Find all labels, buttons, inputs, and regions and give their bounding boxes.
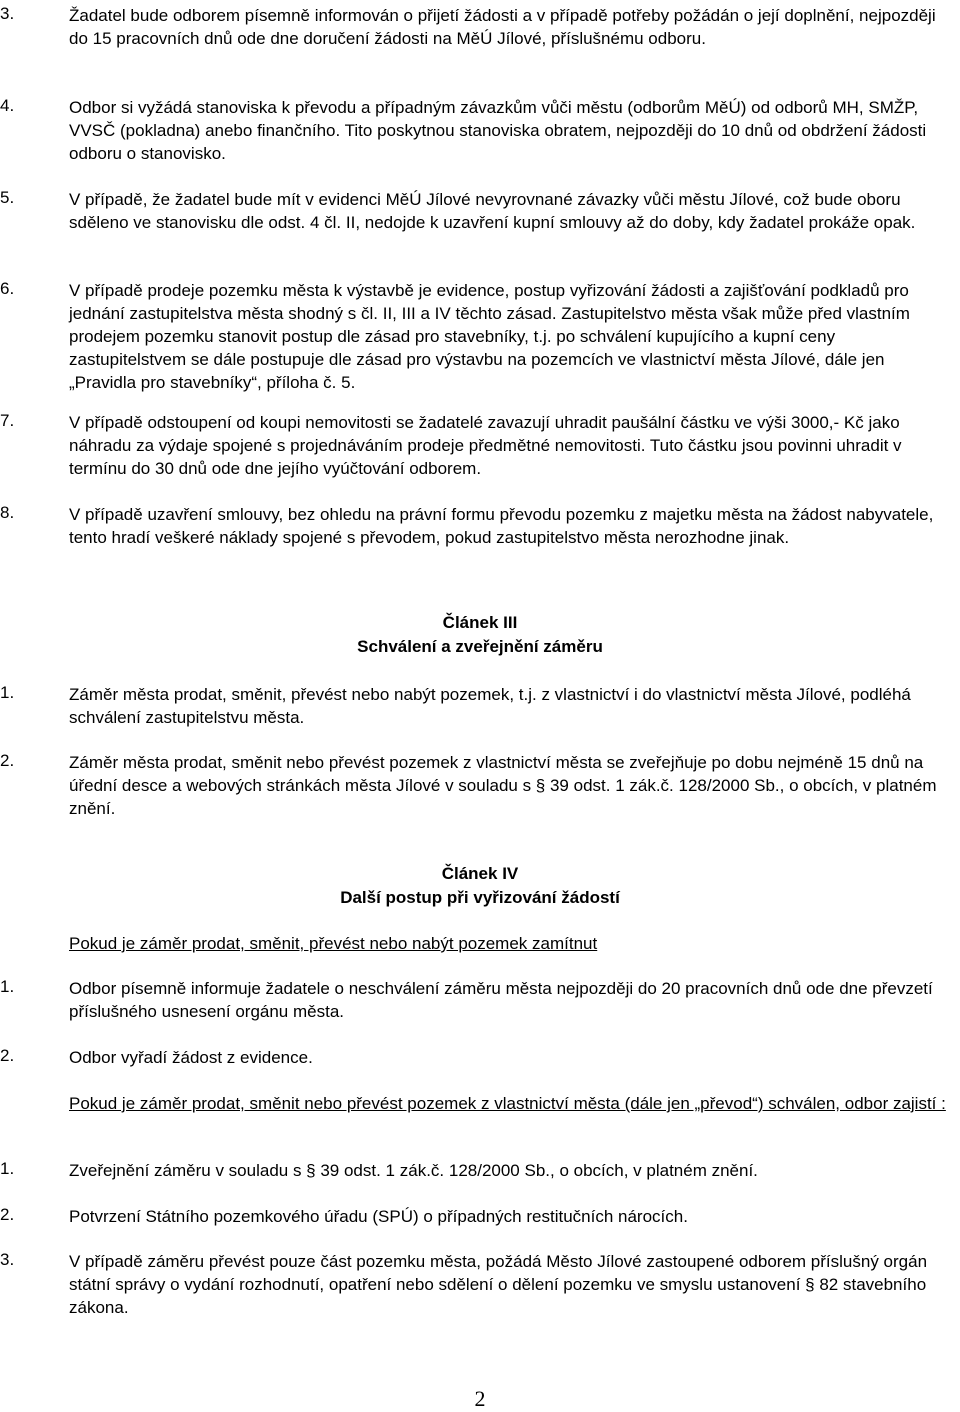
item-number: 1. [0, 683, 15, 702]
item-number: 5. [0, 188, 15, 207]
item-text: Zveřejnění záměru v souladu s § 39 odst. 1 zák.č. 128/2000 Sb., o obcích, v platném znění. [69, 1161, 758, 1180]
item-number: 2. [0, 751, 15, 770]
section-heading: Pokud je záměr prodat, směnit, převést nebo nabýt pozemek zamítnut [69, 934, 598, 953]
item-text: V případě odstoupení od koupi nemovitosti se žadatelé zavazují uhradit paušální částku ve výši 3000,- Kč jako náhradu za výdaje spojené s projednáváním prodeje předmětné nemovitosti. Tuto částku jsou povinni uhradit v termínu do 30 dnů ode dne jejího vyúčtování odborem. [69, 413, 902, 478]
article-subtitle: Další postup při vyřizování žádostí [340, 888, 620, 907]
list-item [0, 188, 960, 234]
article-subtitle: Schválení a zveřejnění záměru [357, 637, 603, 656]
item-text: Odbor písemně informuje žadatele o neschválení záměru města nejpozději do 20 pracovních dnů ode dne převzetí příslušného usnesení orgánu města. [69, 979, 933, 1021]
list-item [0, 977, 960, 1023]
item-text: V případě uzavření smlouvy, bez ohledu na právní formu převodu pozemku z majetku města na žádost nabyvatele, tento hradí veškeré náklady spojené s převodem, pokud zastupitelstvo města nerozhodne jinak. [69, 505, 934, 547]
item-number: 1. [0, 977, 15, 996]
list-item [0, 96, 960, 165]
item-text: V případě, že žadatel bude mít v evidenci MěÚ Jílové nevyrovnané závazky vůči městu Jílové, což bude oboru sděleno ve stanovisku dle odst. 4 čl. II, nedojde k uzavření kupní smlouvy až do doby, kdy žadatel prokáže opak. [69, 190, 916, 232]
article-title: Článek IV [441, 864, 519, 883]
page-number: 2 [474, 1386, 486, 1411]
item-text: Záměr města prodat, směnit nebo převést pozemek z vlastnictví města se zveřejňuje po dobu nejméně 15 dnů na úřední desce a webových stránkách města Jílové v souladu s § 39 odst. 1 zák.č. 128/2000 Sb., o obcích, v platném znění. [69, 753, 937, 818]
item-number: 2. [0, 1205, 15, 1224]
list-item [0, 1205, 960, 1228]
item-number: 2. [0, 1046, 15, 1065]
item-text: Odbor si vyžádá stanoviska k převodu a případným závazkům vůči městu (odborům MěÚ) od odborů MH, SMŽP, VVSČ (pokladna) anebo finančního. Tito poskytnou stanoviska obratem, nejpozději do 10 dnů od obdržení žádosti odboru o stanovisko. [69, 98, 927, 163]
list-item [0, 411, 960, 480]
list-item [0, 503, 960, 549]
item-number: 4. [0, 96, 15, 115]
item-number: 7. [0, 411, 15, 430]
list-item [0, 1046, 960, 1069]
item-text: V případě prodeje pozemku města k výstavbě je evidence, postup vyřizování žádosti a zajišťování podkladů pro jednání zastupitelstva města shodný s čl. II, III a IV těchto zásad. Zastupitelstvo města však může před vlastním prodejem pozemku stanovit postup dle zásad pro stavebníky, t.j. po schválení kupujícího a kupní ceny zastupitelstvem se dále postupuje dle zásad pro výstavbu na pozemcích ve vlastnictví města Jílové, dále jen „Pravidla pro stavebníky“, příloha č. 5. [69, 281, 910, 392]
list-item [0, 751, 960, 820]
item-number: 6. [0, 279, 15, 298]
item-text: Záměr města prodat, směnit, převést nebo nabýt pozemek, t.j. z vlastnictví i do vlastnictví města Jílové, podléhá schválení zastupitelstvu města. [69, 685, 911, 727]
list-item [0, 279, 960, 394]
item-number: 1. [0, 1159, 15, 1178]
article-title: Článek III [442, 613, 518, 632]
list-item [0, 1250, 960, 1319]
section-heading: Pokud je záměr prodat, směnit nebo převést pozemek z vlastnictví města (dále jen „převod“) schválen, odbor zajistí : [69, 1094, 946, 1113]
item-text: V případě záměru převést pouze část pozemku města, požádá Město Jílové zastoupené odborem příslušný orgán státní správy o vydání rozhodnutí, opatření nebo sdělení o dělení pozemku ve smyslu ustanovení § 82 stavebního zákona. [69, 1252, 928, 1317]
item-text: Odbor vyřadí žádost z evidence. [69, 1048, 313, 1067]
item-text: Potvrzení Státního pozemkového úřadu (SPÚ) o případných restitučních nárocích. [69, 1207, 688, 1226]
item-number: 8. [0, 503, 15, 522]
item-text: Žadatel bude odborem písemně informován o přijetí žádosti a v případě potřeby požádán o její doplnění, nejpozději do 15 pracovních dnů ode dne doručení žádosti na MěÚ Jílové, příslušnému odboru. [69, 6, 936, 48]
list-item [0, 683, 960, 729]
item-number: 3. [0, 1250, 15, 1269]
list-item [0, 4, 960, 50]
list-item [0, 1159, 960, 1182]
item-number: 3. [0, 4, 15, 23]
